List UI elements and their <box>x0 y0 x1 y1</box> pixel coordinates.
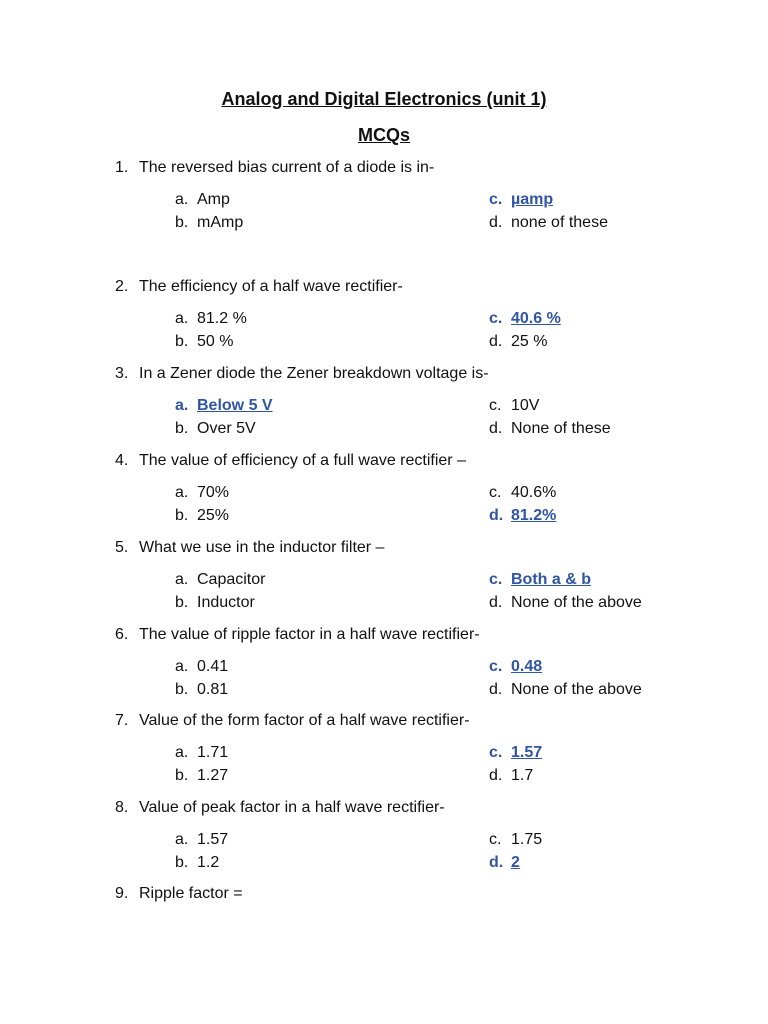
option-text: Amp <box>197 191 230 208</box>
option-letter: d. <box>489 420 503 437</box>
option-letter: b. <box>175 854 189 871</box>
option-text: 1.7 <box>511 767 534 784</box>
option-letter: a. <box>175 571 189 588</box>
question-text: The efficiency of a half wave rectifier- <box>139 278 403 295</box>
option-2-d <box>489 332 547 352</box>
option-text: 81.2% <box>511 507 557 524</box>
question-number: 4. <box>115 452 129 469</box>
option-text: None of the above <box>511 594 642 611</box>
option-text: 1.75 <box>511 831 543 848</box>
option-letter: b. <box>175 681 189 698</box>
option-text: Over 5V <box>197 420 256 437</box>
option-letter: b. <box>175 507 189 524</box>
option-letter: d. <box>489 594 503 611</box>
option-letter: c. <box>489 831 502 848</box>
question-text: The reversed bias current of a diode is in- <box>139 159 435 176</box>
question-4 <box>115 451 466 471</box>
option-text: 1.57 <box>197 831 229 848</box>
option-2-a <box>175 309 247 329</box>
option-text: 25% <box>197 507 230 524</box>
option-text: 40.6 % <box>511 310 561 327</box>
question-number: 9. <box>115 885 129 902</box>
question-8 <box>115 798 445 818</box>
question-number: 6. <box>115 626 129 643</box>
question-number: 3. <box>115 365 129 382</box>
question-6 <box>115 625 480 645</box>
option-text: 0.41 <box>197 658 229 675</box>
question-9 <box>115 884 243 904</box>
option-8-c <box>489 830 542 850</box>
option-text: Inductor <box>197 594 255 611</box>
option-7-b <box>175 766 228 786</box>
option-8-d-correct <box>489 853 520 873</box>
option-letter: a. <box>175 658 189 675</box>
option-text: 40.6% <box>511 484 557 501</box>
question-number: 8. <box>115 799 129 816</box>
question-5 <box>115 538 384 558</box>
option-text: 0.48 <box>511 658 543 675</box>
question-text: What we use in the inductor filter – <box>139 539 385 556</box>
option-text: none of these <box>511 214 608 231</box>
option-text: µamp <box>511 191 554 208</box>
option-5-d <box>489 593 642 613</box>
question-7 <box>115 711 470 731</box>
question-1 <box>115 158 434 178</box>
question-3 <box>115 364 489 384</box>
option-letter: b. <box>175 594 189 611</box>
option-text: Capacitor <box>197 571 266 588</box>
option-text: 1.2 <box>197 854 220 871</box>
option-letter: b. <box>175 420 189 437</box>
option-letter: d. <box>489 854 504 871</box>
option-8-b <box>175 853 219 873</box>
question-number: 7. <box>115 712 129 729</box>
option-4-b <box>175 506 229 526</box>
option-letter: b. <box>175 333 189 350</box>
option-7-c-correct <box>489 743 542 763</box>
option-6-a <box>175 657 228 677</box>
option-text: mAmp <box>197 214 244 231</box>
option-letter: c. <box>489 744 503 761</box>
option-letter: a. <box>175 397 189 414</box>
option-letter: c. <box>489 310 503 327</box>
option-letter: c. <box>489 484 502 501</box>
option-text: 1.57 <box>511 744 543 761</box>
option-text: 1.27 <box>197 767 229 784</box>
question-2 <box>115 277 403 297</box>
option-1-d <box>489 213 608 233</box>
option-8-a <box>175 830 228 850</box>
option-text: 70% <box>197 484 230 501</box>
option-letter: a. <box>175 484 189 501</box>
option-5-b <box>175 593 255 613</box>
option-letter: a. <box>175 310 189 327</box>
question-number: 2. <box>115 278 129 295</box>
option-text: 81.2 % <box>197 310 247 327</box>
option-1-a <box>175 190 230 210</box>
option-3-b <box>175 419 256 439</box>
option-letter: a. <box>175 191 189 208</box>
option-letter: c. <box>489 571 503 588</box>
question-text: Value of the form factor of a half wave rectifier- <box>139 712 470 729</box>
option-text: 2 <box>511 854 520 871</box>
option-letter: b. <box>175 767 189 784</box>
option-7-d <box>489 766 533 786</box>
option-text: None of these <box>511 420 611 437</box>
option-6-d <box>489 680 642 700</box>
option-text: 25 % <box>511 333 548 350</box>
option-4-d-correct <box>489 506 556 526</box>
option-text: 0.81 <box>197 681 229 698</box>
page-subtitle: MCQs <box>357 125 410 145</box>
option-2-c-correct <box>489 309 561 329</box>
option-letter: b. <box>175 214 189 231</box>
option-text: None of the above <box>511 681 642 698</box>
question-text: The value of ripple factor in a half wave rectifier- <box>139 626 480 643</box>
page-title: Analog and Digital Electronics (unit 1) <box>221 89 547 109</box>
option-letter: d. <box>489 681 503 698</box>
option-4-c <box>489 483 556 503</box>
option-3-a-correct <box>175 396 273 416</box>
option-letter: c. <box>489 658 503 675</box>
option-4-a <box>175 483 229 503</box>
option-6-c-correct <box>489 657 542 677</box>
option-6-b <box>175 680 228 700</box>
option-5-a <box>175 570 265 590</box>
question-number: 5. <box>115 539 129 556</box>
question-text: The value of efficiency of a full wave rectifier – <box>139 452 466 469</box>
option-letter: c. <box>489 191 503 208</box>
option-text: Both a & b <box>511 571 591 588</box>
option-3-d <box>489 419 611 439</box>
option-text: 10V <box>511 397 540 414</box>
option-7-a <box>175 743 228 763</box>
option-5-c-correct <box>489 570 591 590</box>
question-text: In a Zener diode the Zener breakdown voltage is- <box>139 365 489 382</box>
option-letter: d. <box>489 333 503 350</box>
option-3-c <box>489 396 539 416</box>
option-letter: a. <box>175 744 189 761</box>
option-1-c-correct <box>489 190 553 210</box>
question-number: 1. <box>115 159 129 176</box>
option-letter: d. <box>489 214 503 231</box>
option-text: Below 5 V <box>197 397 273 414</box>
option-letter: c. <box>489 397 502 414</box>
option-letter: a. <box>175 831 189 848</box>
option-1-b <box>175 213 243 233</box>
option-text: 50 % <box>197 333 234 350</box>
option-letter: d. <box>489 767 503 784</box>
option-2-b <box>175 332 233 352</box>
question-text: Ripple factor = <box>139 885 243 902</box>
option-letter: d. <box>489 507 504 524</box>
option-text: 1.71 <box>197 744 229 761</box>
question-text: Value of peak factor in a half wave rectifier- <box>139 799 445 816</box>
